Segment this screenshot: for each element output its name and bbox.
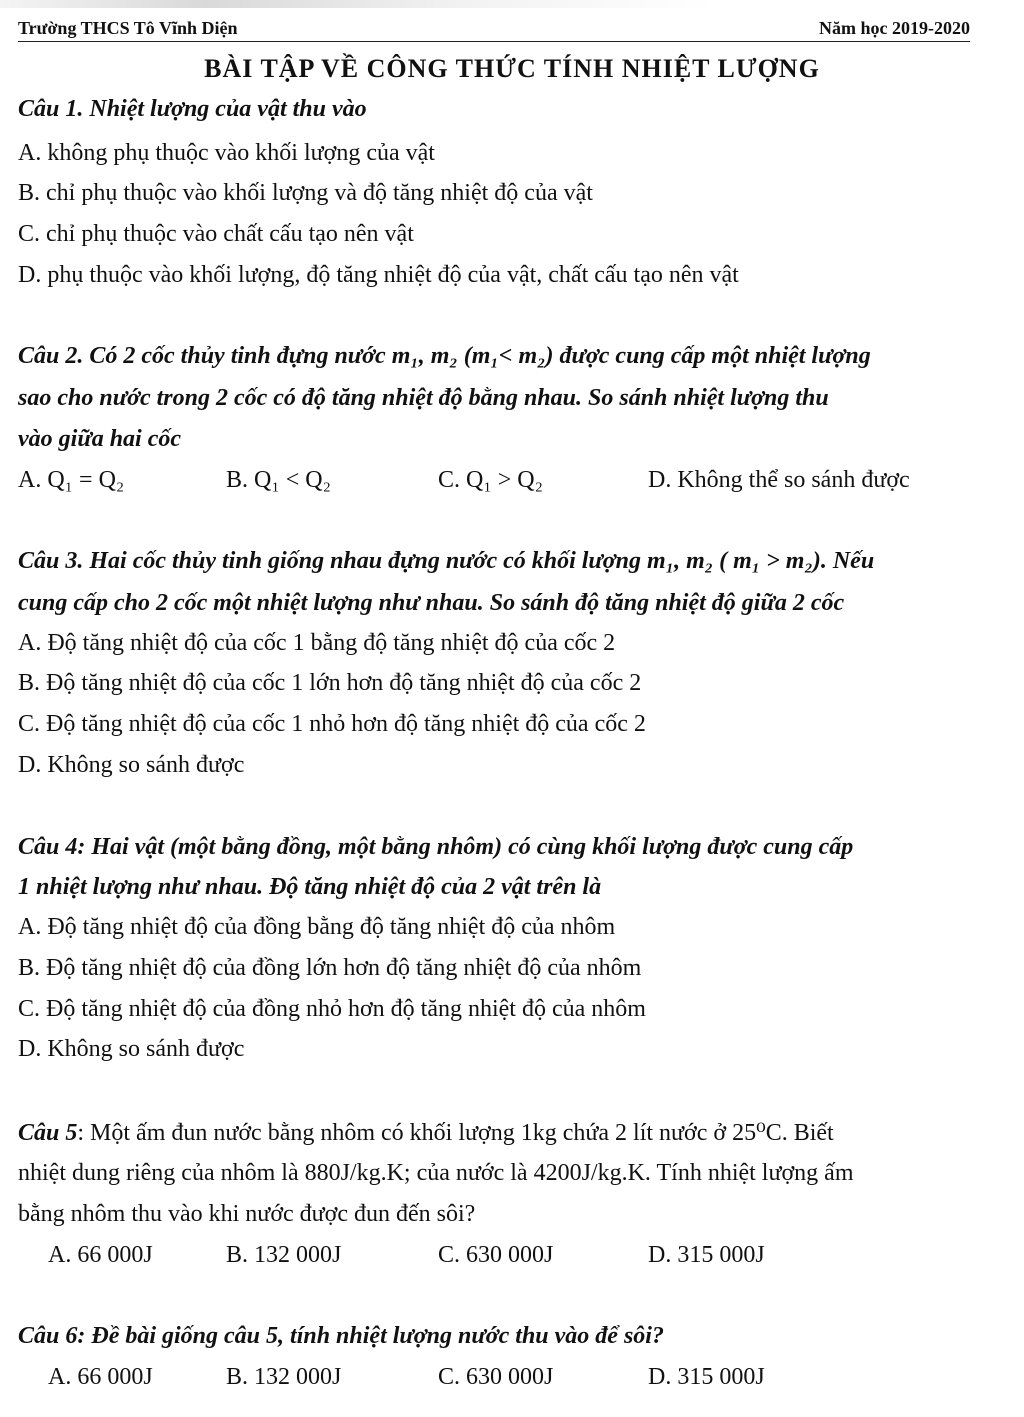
q4-option-b: B. Độ tăng nhiệt độ của đồng lớn hơn độ tăng nhiệt độ của nhôm (18, 955, 642, 981)
q3-option-d: D. Không so sánh được (18, 752, 245, 778)
question-6 (18, 1323, 664, 1350)
header-rule (18, 41, 970, 42)
document-title: BÀI TẬP VỀ CÔNG THỨC TÍNH NHIỆT LƯỢNG (204, 54, 820, 83)
q5-option-b: B. 132 000J (226, 1242, 342, 1268)
question-5 (18, 1118, 834, 1147)
question-1-text: Nhiệt lượng của vật thu vào (83, 96, 367, 122)
q6-option-c: C. 630 000J (438, 1364, 554, 1390)
q6-option-a: A. 66 000J (48, 1364, 153, 1390)
school-name: Trường THCS Tô Vĩnh Diện (18, 18, 238, 38)
q6-options (18, 1364, 1008, 1398)
question-4 (18, 834, 853, 861)
q1-option-c: C. chỉ phụ thuộc vào chất cấu tạo nên vật (18, 221, 414, 247)
question-5-line-1: : Một ấm đun nước bằng nhôm có khối lượng 1kg chứa 2 lít nước ở 25⁰C. Biết (77, 1120, 834, 1146)
q2-option-b: B. Q₁ < Q₂ (226, 467, 331, 493)
q5-option-d: D. 315 000J (648, 1242, 765, 1268)
school-year: Năm học 2019-2020 (819, 18, 970, 38)
question-1-label: Câu 1. (18, 96, 84, 122)
q2-option-c: C. Q₁ > Q₂ (438, 467, 543, 493)
question-3-label: Câu 3. (18, 548, 84, 574)
question-3 (18, 548, 874, 575)
q5-options (18, 1242, 1008, 1276)
q2-options (18, 467, 1008, 501)
q4-option-c: C. Độ tăng nhiệt độ của đồng nhỏ hơn độ tăng nhiệt độ của nhôm (18, 996, 646, 1022)
question-4-line-1: Hai vật (một bằng đồng, một bằng nhôm) có cùng khối lượng được cung cấp (85, 834, 854, 860)
q3-option-b: B. Độ tăng nhiệt độ của cốc 1 lớn hơn độ tăng nhiệt độ của cốc 2 (18, 670, 642, 696)
q6-option-d: D. 315 000J (648, 1364, 765, 1390)
question-3-line-2: cung cấp cho 2 cốc một nhiệt lượng như nhau. So sánh độ tăng nhiệt độ giữa 2 cốc (18, 590, 845, 616)
q1-option-b: B. chỉ phụ thuộc vào khối lượng và độ tăng nhiệt độ của vật (18, 180, 593, 206)
question-2-line-2: sao cho nước trong 2 cốc có độ tăng nhiệt độ bằng nhau. So sánh nhiệt lượng thu (18, 385, 829, 411)
q4-option-d: D. Không so sánh được (18, 1036, 245, 1062)
question-5-label: Câu 5 (18, 1120, 78, 1146)
q2-option-a: A. Q₁ = Q₂ (18, 467, 125, 493)
question-4-line-2: 1 nhiệt lượng như nhau. Độ tăng nhiệt độ của 2 vật trên là (18, 874, 602, 900)
q2-option-d: D. Không thể so sánh được (648, 467, 910, 493)
question-1 (18, 96, 367, 123)
q5-option-a: A. 66 000J (48, 1242, 153, 1268)
question-2-line-1: Có 2 cốc thủy tinh đựng nước m₁, m₂ (m₁< m₂) được cung cấp một nhiệt lượng (83, 343, 871, 369)
page-header (18, 14, 970, 42)
question-6-text: Đề bài giống câu 5, tính nhiệt lượng nước thu vào để sôi? (85, 1323, 664, 1349)
question-2-line-3: vào giữa hai cốc (18, 426, 182, 452)
q4-option-a: A. Độ tăng nhiệt độ của đồng bằng độ tăng nhiệt độ của nhôm (18, 914, 616, 940)
q1-option-a: A. không phụ thuộc vào khối lượng của vật (18, 140, 435, 166)
question-2-label: Câu 2. (18, 343, 84, 369)
question-5-line-3: bằng nhôm thu vào khi nước được đun đến sôi? (18, 1201, 476, 1227)
q1-option-d: D. phụ thuộc vào khối lượng, độ tăng nhiệt độ của vật, chất cấu tạo nên vật (18, 262, 739, 288)
q3-option-a: A. Độ tăng nhiệt độ của cốc 1 bằng độ tăng nhiệt độ của cốc 2 (18, 630, 616, 656)
question-6-label: Câu 6: (18, 1323, 86, 1349)
question-4-label: Câu 4: (18, 834, 86, 860)
question-3-line-1: Hai cốc thủy tinh giống nhau đựng nước có khối lượng m₁, m₂ ( m₁ > m₂). Nếu (83, 548, 875, 574)
q3-option-c: C. Độ tăng nhiệt độ của cốc 1 nhỏ hơn độ tăng nhiệt độ của cốc 2 (18, 711, 646, 737)
top-scan-shadow (0, 0, 1024, 8)
q5-option-c: C. 630 000J (438, 1242, 554, 1268)
question-5-line-2: nhiệt dung riêng của nhôm là 880J/kg.K; của nước là 4200J/kg.K. Tính nhiệt lượng ấm (18, 1160, 854, 1186)
q6-option-b: B. 132 000J (226, 1364, 342, 1390)
question-2 (18, 343, 871, 370)
